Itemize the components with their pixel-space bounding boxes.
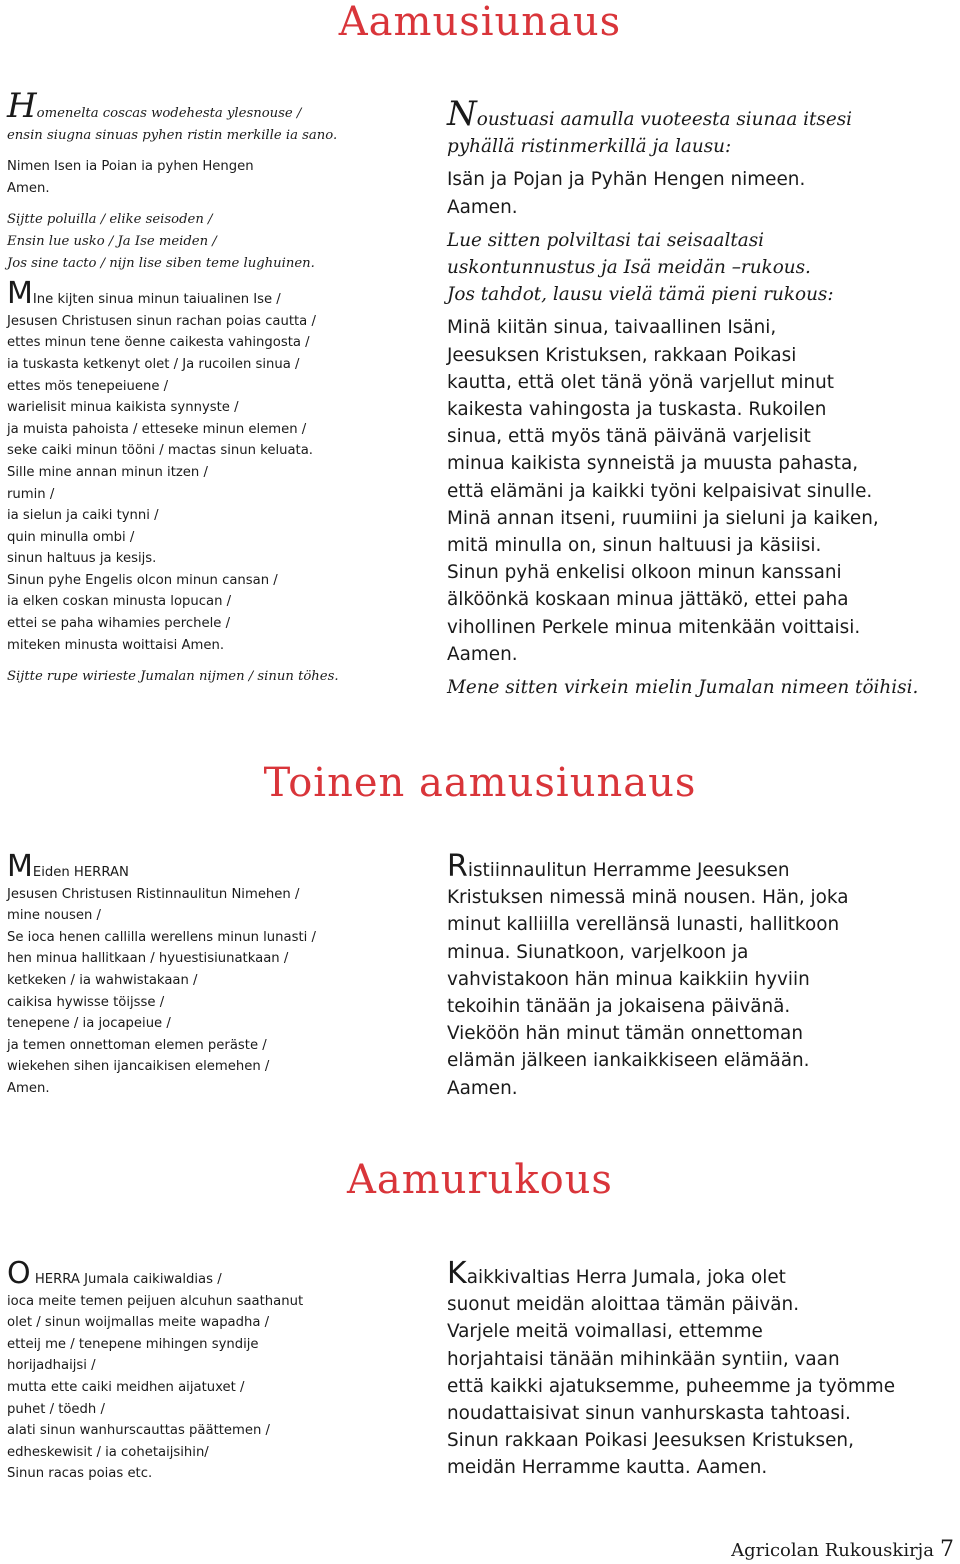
section2-modern-body: Ristiinnaulitun Herramme Jeesuksen Kristuksen nimessä minä nousen. Hän, joka minut kalliilla verellänsä lunasti, hallitkoon minua. Siunatkoon, varjelkoon ja vahvistakoon hän minua kaikkiin hyviin tekoihin tänään ja jokaisena päivänä. Vieköön hän minut tämän onnettoman elämän jälkeen iankaikkiseen elämään. Aamen. <box>447 849 849 1099</box>
heading-aamusiunaus: Aamusiunaus <box>338 0 622 45</box>
book-title: Agricolan Rukouskirja <box>731 1540 934 1561</box>
section1-old-p2: Nimen Isen ia Poian ia pyhen Hengen Amen. <box>7 159 254 196</box>
section1-old-intro: Homenelta coscas wodehesta ylesnouse / ensin siugna sinuas pyhen ristin merkille ia sano. <box>7 86 338 143</box>
section3-old-text <box>7 1256 427 1485</box>
drop-cap: N <box>447 94 477 134</box>
section3-old-first: O HERRA Jumala caikiwaldias / <box>7 1256 222 1291</box>
section3-modern-body: Kaikkivaltias Herra Jumala, joka olet suonut meidän aloittaa tämän päivän. Varjele meitä voimallasi, ettemme horjahtaisi tänään mihinkään syntiin, vaan että kaikki ajatuksemme, puheemme ja työmme noudattaisivat sinun vanhurskasta tahtoasi. Sinun rakkaan Poikasi Jeesuksen Kristuksen, meidän Herramme kautta. Aamen. <box>447 1256 896 1479</box>
section1-old-p3: Sijtte poluilla / elike seisoden / Ensin lue usko / Ja Ise meiden / Jos sine tacto / nijn lise siben teme lughuinen. <box>7 212 315 271</box>
drop-cap: M <box>7 276 33 312</box>
heading-toinen-aamusiunaus: Toinen aamusiunaus <box>263 760 697 806</box>
section3-old-body: ioca meite temen peijuen alcuhun saathanut olet / sinun woijmallas meite wapadha / etteij me / tenepene mihingen syndije horijadhaijsi / mutta ette caiki meidhen aijatuxet / puhet / töedh / alati sinun wanhurscauttas päättemen / edheskewisit / ia cohetaijsihin/ Sinun racas poias etc. <box>7 1293 304 1482</box>
section2-old-body: Jesusen Christusen Ristinnaulitun Nimehen / mine nousen / Se ioca henen callilla werellens minun lunasti / hen minua hallitkaan / hyuestisiunatkaan / ketkeken / ia wahwistakaan / caikisa hywisse töijsse / tenepene / ia jocapeiue / ja temen onnettoman elemen peräste / wiekehen sihen ijancaikisen elemehen / Amen. <box>7 886 316 1096</box>
drop-cap: M <box>7 849 33 884</box>
section1-old-prayer: MIne kijten sinua minun taiualinen Ise / Jesusen Christusen sinun rachan poias cautta / ettes minun tene öenne caikesta vahingosta / ia tuskasta ketkenyt olet / Ja rucoilen sinua / ettes mös tenepeiuene / warielisit minua kaikista synnyste / ja muista pahoista / etteseke minun elemen / seke caiki minun tööni / mactas sinun keluata. Sille mine annan minun itzen / rumin / ia sielun ja caiki tynni / quin minulla ombi / sinun haltuus ja kesijs. Sinun pyhe Engelis olcon minun cansan / ia elken coskan minusta lopucan / ettei se paha wihamies perchele / miteken minusta woittaisi Amen. <box>7 276 316 653</box>
section1-old-text <box>7 86 427 688</box>
section3-modern-text <box>447 1256 952 1482</box>
section1-modern-p5: Mene sitten virkein mielin Jumalan nimeen töihisi. <box>447 677 919 699</box>
heading-aamurukous: Aamurukous <box>347 1157 613 1203</box>
page-footer <box>731 1537 954 1562</box>
section2-old-text <box>7 849 427 1100</box>
section1-modern-intro: Noustuasi aamulla vuoteesta siunaa itsesi pyhällä ristinmerkillä ja lausu: <box>447 94 853 158</box>
drop-cap: K <box>447 1256 467 1291</box>
section1-modern-p2: Isän ja Pojan ja Pyhän Hengen nimeen. Aamen. <box>447 169 806 218</box>
page-number: 7 <box>940 1537 954 1562</box>
section1-old-p5: Sijtte rupe wirieste Jumalan nijmen / sinun töhes. <box>7 669 339 685</box>
section1-modern-p3: Lue sitten polviltasi tai seisaaltasi uskontunnustus ja Isä meidän –rukous. Jos tahdot, lausu vielä tämä pieni rukous: <box>447 229 834 306</box>
drop-cap: O <box>7 1256 31 1291</box>
drop-cap: H <box>7 86 37 126</box>
section1-modern-text <box>447 94 952 701</box>
drop-cap: R <box>447 849 468 884</box>
section2-old-first: MEiden HERRAN <box>7 849 129 884</box>
section2-modern-text <box>447 849 952 1102</box>
section1-modern-prayer: Minä kiitän sinua, taivaallinen Isäni, Jeesuksen Kristuksen, rakkaan Poikasi kautta, että olet tänä yönä varjellut minut kaikesta vahingosta ja tuskasta. Rukoilen sinua, että myös tänä päivänä varjelisit minua kaikista synneistä ja muusta pahasta, että elämäni ja kaikki työni kelpaisivat sinulle. Minä annan itseni, ruumiini ja sieluni ja kaiken, mitä minulla on, sinun haltuusi ja käsiisi. Sinun pyhä enkelisi olkoon minun kanssani älköönkä koskaan minua jättäkö, ettei paha vihollinen Perkele minua mitenkään voittaisi. Aamen. <box>447 317 879 665</box>
